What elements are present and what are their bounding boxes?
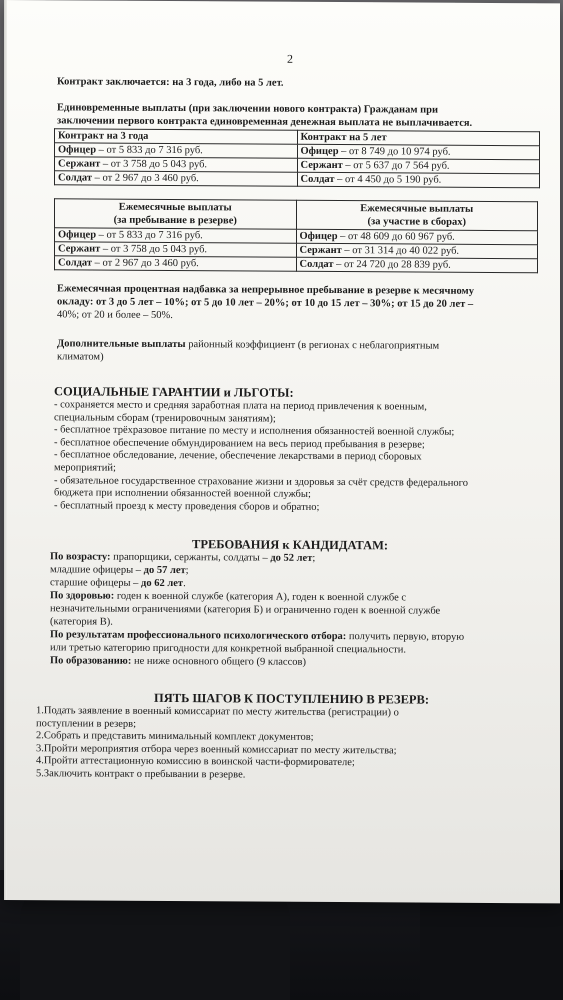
social-guarantees-list xyxy=(54,399,544,515)
list-item: 4.Пройти аттестационную комиссию в воинской части-формирователе; xyxy=(36,755,355,769)
list-item: 2.Собрать и представить минимальный комплект документов; xyxy=(36,730,314,744)
list-item: 3.Пройти мероприятия отбора через военный комиссариат по месту жительства; xyxy=(36,742,397,757)
requirements-block: По возрасту: прапорщики, сержанты, солдаты – до 52 лет; младшие офицеры – до 57 лет; старшие офицеры – до 62 лет. По здоровью: годен к военной службе (категория А), годен к военной службе с незначительными ограничениями (категория Б) и ограниченно годен к военной службе (категория В). По результатам профессионального психологического отбора: получить первую, вторую или третью категорию пригодности для конкретной выбранной специальности. По образованию: не ниже основного общего (9 классов) xyxy=(50,551,465,668)
list-item: 1.Подать заявление в военный комиссариат по месту жительства (регистрации) о xyxy=(36,705,399,719)
document-page xyxy=(4,0,560,903)
list-item: мероприятий; xyxy=(54,462,116,474)
table-header: Контракт на 5 лет xyxy=(297,130,540,145)
list-item: - бесплатное обеспечение обмундированием на весь период пребывания в резерве; xyxy=(54,437,425,451)
steps-list xyxy=(36,705,536,784)
table-row: Сержант – от 3 758 до 5 043 руб. Сержант – от 31 314 до 40 022 руб. xyxy=(55,242,538,259)
table-header: Ежемесячные выплаты (за участие в сборах) xyxy=(296,200,538,230)
list-item: поступлении в резерв; xyxy=(36,717,137,730)
table-row: Офицер – от 5 833 до 7 316 руб. Офицер – от 8 749 до 10 974 руб. xyxy=(55,143,540,160)
table-row: Солдат – от 2 967 до 3 460 руб. Солдат – от 4 450 до 5 190 руб. xyxy=(55,171,540,188)
list-item: 5.Заключить контракт о пребывании в резерве. xyxy=(36,768,246,781)
list-item: бюджета при исполнении обязанностей военной службы; xyxy=(54,487,311,501)
contract-term-line: Контракт заключается: на 3 года, либо на 5 лет. xyxy=(57,76,284,89)
table-row: Офицер – от 5 833 до 7 316 руб. Офицер – от 48 609 до 60 967 руб. xyxy=(55,228,538,245)
list-item: - бесплатный проезд к месту проведения сборов и обратно; xyxy=(54,500,320,513)
lump-sum-heading: Единовременные выплаты (при заключении нового контракта) Гражданам при заключении первого контракта единовременная денежная выплата не выплачивается. xyxy=(57,102,473,129)
list-item: - бесплатное обследование, лечение, обеспечение лекарствами в период сборовых xyxy=(54,449,422,463)
steps-title: ПЯТЬ ШАГОВ К ПОСТУПЛЕНИЮ В РЕЗЕРВ: xyxy=(154,690,430,707)
bonus-paragraph: Ежемесячная процентная надбавка за непрерывное пребывание в резерве к месячному окладу: от 3 до 5 лет – 10%; от 5 до 10 лет – 20%; от 10 до 15 лет – 30%; от 15 до 20 лет – 40%; от 20 и более – 50%. xyxy=(57,283,474,322)
contract-payments-table xyxy=(54,128,540,188)
table-row: Солдат – от 2 967 до 3 460 руб. Солдат – от 24 720 до 28 839 руб. xyxy=(55,256,538,273)
list-item: - бесплатное трёхразовое питание по месту и исполнения обязанностей военной службы; xyxy=(54,424,455,438)
page-number: 2 xyxy=(287,51,293,66)
table-header: Ежемесячные выплаты (за пребывание в резерве) xyxy=(55,199,297,229)
social-guarantees-title: СОЦИАЛЬНЫЕ ГАРАНТИИ и ЛЬГОТЫ: xyxy=(54,384,294,400)
list-item: - обязательное государственное страхование жизни и здоровья за счёт средств федерального xyxy=(54,474,468,489)
table-row: Сержант – от 3 758 до 5 043 руб. Сержант – от 5 637 до 7 564 руб. xyxy=(55,157,540,174)
list-item: - сохраняется место и средняя заработная плата на период привлечения к военным, xyxy=(54,399,427,413)
requirements-title: ТРЕБОВАНИЯ к КАНДИДАТАМ: xyxy=(192,537,389,553)
extra-payments: Дополнительные выплаты районный коэффициент (в регионах с неблагоприятным климатом) xyxy=(57,338,440,363)
monthly-payments-table xyxy=(54,198,538,273)
table-header: Контракт на 3 года xyxy=(55,129,298,144)
list-item: специальным сборам (тренировочным занятиям); xyxy=(54,411,276,425)
